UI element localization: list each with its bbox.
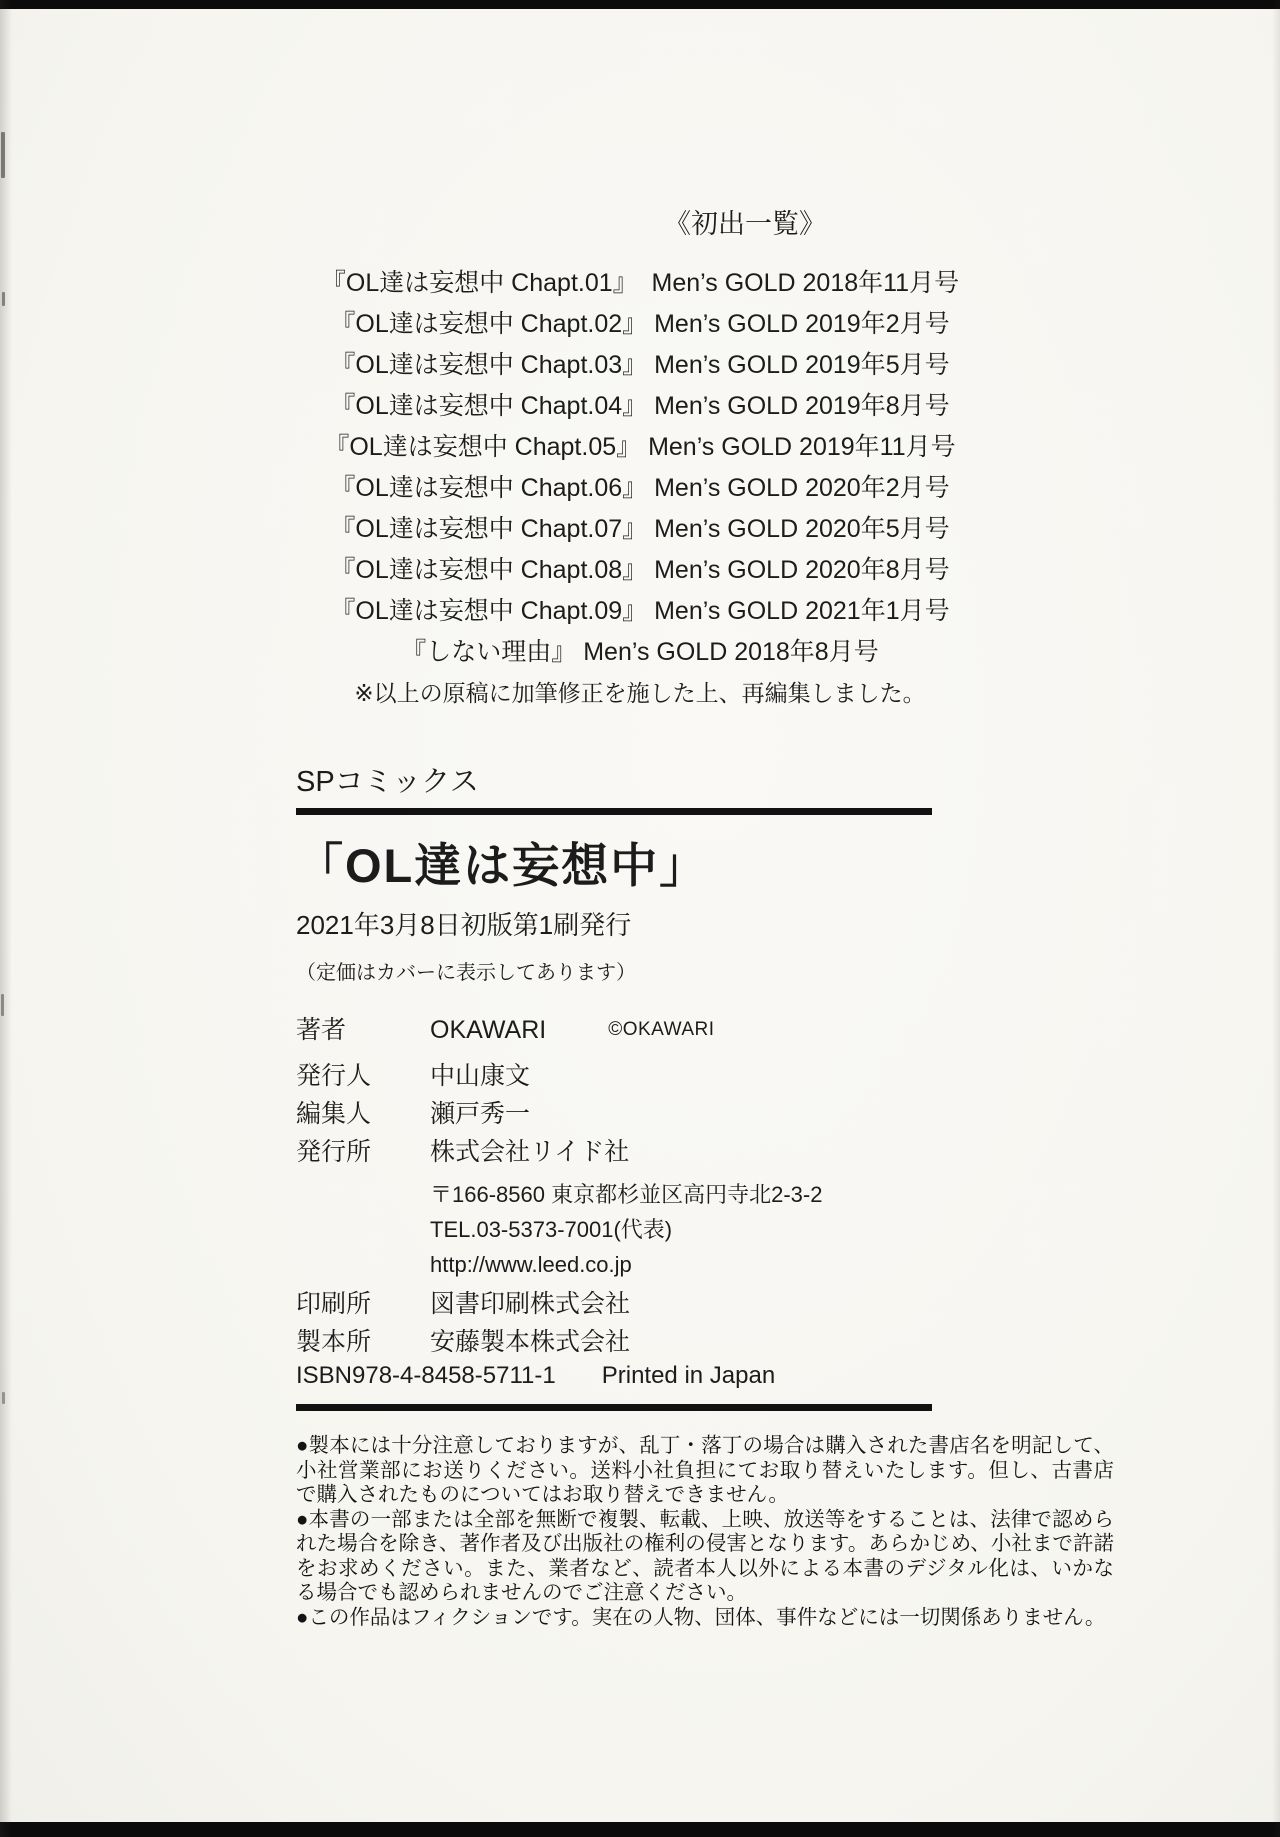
publisher-label: 発行所 — [296, 1138, 372, 1166]
divider-bottom — [296, 1404, 932, 1411]
credit-row-binder — [296, 1323, 932, 1361]
printer-label: 印刷所 — [296, 1290, 372, 1318]
scan-speck — [2, 1392, 5, 1404]
credit-row-editor — [296, 1095, 932, 1133]
publisher-tel: TEL.03-5373-7001(代表) — [430, 1217, 673, 1242]
list-item: 『OL達は妄想中 Chapt.06』 Men’s GOLD 2020年2月号 — [330, 474, 950, 502]
scan-edge-top-bar — [0, 0, 1280, 9]
publisher-url: http://www.leed.co.jp — [430, 1252, 632, 1277]
isbn-row — [296, 1361, 932, 1391]
list-item: 『OL達は妄想中 Chapt.09』 Men’s GOLD 2021年1月号 — [330, 597, 950, 625]
scan-speck — [1, 994, 4, 1016]
binder-name: 安藤製本株式会社 — [430, 1328, 631, 1356]
printer-name: 図書印刷株式会社 — [430, 1290, 631, 1318]
author-name: OKAWARI — [430, 1016, 547, 1044]
list-item: 『OL達は妄想中 Chapt.04』 Men’s GOLD 2019年8月号 — [330, 392, 950, 420]
list-item: 『OL達は妄想中 Chapt.03』 Men’s GOLD 2019年5月号 — [330, 351, 950, 379]
author-label: 著者 — [296, 1016, 347, 1044]
legal-paragraph-copyright: ●本書の一部または全部を無断で複製、転載、上映、放送等をすることは、法律で認められた場合を除き、著作者及び出版社の権利の侵害となります。あらかじめ、小社まで許諾をお求めください。また、業者など、読者本人以外による本書のデジタル化は、いかなる場合でも認められませんのでご注意ください。 — [296, 1508, 1114, 1604]
binder-label: 製本所 — [296, 1328, 372, 1356]
price-note: （定価はカバーに表示してあります） — [296, 962, 636, 984]
list-item: 『OL達は妄想中 Chapt.07』 Men’s GOLD 2020年5月号 — [330, 515, 950, 543]
publisher-person-label: 発行人 — [296, 1062, 372, 1090]
divider-top — [296, 808, 932, 815]
editor-label: 編集人 — [296, 1100, 372, 1128]
edition-date: 2021年3月8日初版第1刷発行 — [296, 910, 632, 940]
scan-speck — [2, 292, 5, 306]
series-label: SPコミックス — [296, 766, 479, 798]
credit-row-publisher-person — [296, 1057, 932, 1095]
list-item: 『しない理由』 Men’s GOLD 2018年8月号 — [401, 638, 879, 666]
credit-row-publisher — [296, 1133, 932, 1171]
publisher-address: 〒166-8560 東京都杉並区高円寺北2-3-2 — [430, 1182, 823, 1207]
publisher-person-name: 中山康文 — [430, 1062, 531, 1090]
list-item: 『OL達は妄想中 Chapt.05』 Men’s GOLD 2019年11月号 — [324, 433, 956, 461]
scan-shadow-left — [0, 0, 12, 1837]
credit-row-printer — [296, 1285, 932, 1323]
isbn-number: ISBN978-4-8458-5711-1 — [296, 1362, 556, 1389]
first-publication-list — [28, 207, 1252, 708]
scan-speck — [1, 132, 5, 178]
credit-row-author — [296, 1011, 932, 1049]
legal-notices — [296, 1434, 1114, 1630]
copyright-notice: ©OKAWARI — [608, 1019, 715, 1040]
book-title: 「OL達は妄想中」 — [296, 839, 709, 892]
list-item: 『OL達は妄想中 Chapt.01』 Men’s GOLD 2018年11月号 — [320, 269, 960, 297]
legal-paragraph-fiction: ●この作品はフィクションです。実在の人物、団体、事件などには一切関係ありません。 — [296, 1606, 1106, 1629]
legal-paragraph-returns: ●製本には十分注意しておりますが、乱丁・落丁の場合は購入された書店名を明記して、小社営業部にお送りください。送料小社負担にてお取り替えいたします。但し、古書店で購入されたものについてはお取り替えできません。 — [296, 1435, 1114, 1506]
credits-table — [296, 1011, 932, 1391]
list-item: 『OL達は妄想中 Chapt.02』 Men’s GOLD 2019年2月号 — [330, 310, 950, 338]
colophon-block — [296, 765, 932, 1411]
publisher-name: 株式会社リイド社 — [430, 1138, 630, 1166]
editor-name: 瀬戸秀一 — [430, 1100, 531, 1128]
revision-note: ※以上の原稿に加筆修正を施した上、再編集しました。 — [354, 680, 926, 706]
scan-edge-bottom-bar — [0, 1822, 1280, 1837]
scan-shadow-right — [1272, 0, 1280, 1837]
first-publication-heading: 《初出一覧》 — [664, 209, 826, 239]
list-item: 『OL達は妄想中 Chapt.08』 Men’s GOLD 2020年8月号 — [330, 556, 950, 584]
printed-in-label: Printed in Japan — [601, 1362, 776, 1389]
